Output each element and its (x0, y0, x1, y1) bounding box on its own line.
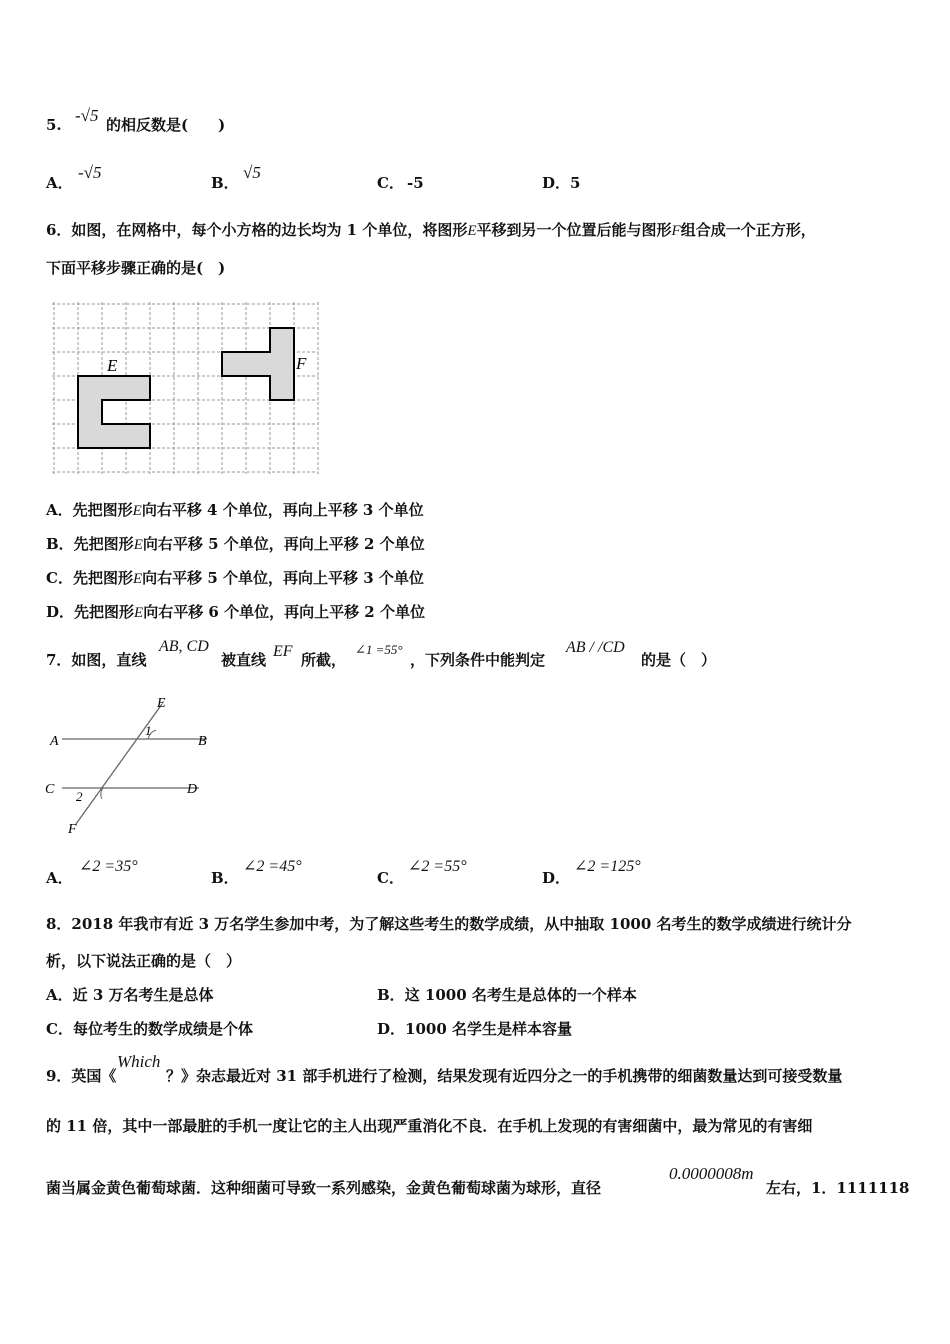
label-f: F (68, 822, 77, 836)
q6-option-c-var: E (132, 571, 143, 587)
q8-option-c-text: 每位考生的数学成绩是个体 (72, 1020, 253, 1038)
q9-stem-part4: 左右，1．1111118 (766, 1179, 910, 1197)
q5-number: 5. (46, 116, 62, 134)
q7-parallel-lines-figure (44, 690, 214, 836)
label-f: F (296, 354, 307, 373)
q7-option-b-label: B． (211, 869, 239, 887)
q8-option-b (377, 985, 637, 1005)
q6-option-b-var: E (133, 537, 143, 553)
q6-stem-part1: 6．如图，在网格中，每个小方格的边长均为 1 个单位，将图形 (46, 221, 468, 239)
q6-option-b (46, 534, 425, 555)
q6-option-a-text: 向右平移 4 个单位，再向上平移 3 个单位 (141, 501, 424, 519)
q7-stem-part4: ，下列条件中能判定 (410, 651, 546, 669)
q8-option-c-label: C． (46, 1020, 73, 1038)
shape-f (222, 328, 294, 400)
q7-option-a-label: A． (46, 869, 73, 887)
q6-option-a-var: E (132, 503, 142, 519)
q6-option-d-label: D．先把图形 (46, 603, 135, 621)
label-e: E (107, 356, 118, 375)
q7-stem-part2: 被直线 (221, 651, 267, 669)
q9-stem-part1: 9．英国《 (46, 1067, 117, 1085)
q6-option-c (46, 568, 424, 589)
q9-math-diameter: 0.0000008m (669, 1164, 754, 1183)
q7-option-d-text: ∠2 =125° (574, 858, 641, 875)
q5-option-a-text: -√5 (78, 163, 102, 182)
q7-stem-part1: 7．如图，直线 (46, 651, 147, 669)
q6-option-d-text: 向右平移 6 个单位，再向上平移 2 个单位 (143, 603, 425, 621)
q6-option-d-var: E (134, 605, 144, 621)
q5-option-b-text: √5 (243, 163, 261, 182)
q7-option-b-text: ∠2 =45° (243, 858, 302, 875)
label-2: 2 (76, 789, 83, 804)
shape-e (78, 376, 150, 448)
q7-math-angle1: ∠1 =55° (355, 642, 403, 657)
q6-option-b-text: 向右平移 5 个单位，再向上平移 2 个单位 (142, 535, 425, 553)
label-1: 1 (145, 723, 152, 738)
q9-stem-part2: ？》杂志最近对 31 部手机进行了检测，结果发现有近四分之一的手机携带的细菌数量达到可接受数量 (166, 1067, 843, 1085)
q5-expression: -√5 (75, 106, 99, 125)
q9-stem-line2: 的 11 倍，其中一部最脏的手机一度让它的主人出现严重消化不良．在手机上发现的有害细菌中，最为常见的有害细 (46, 1117, 813, 1135)
q6-option-b-label: B．先把图形 (46, 535, 134, 553)
q7-math-ab-parallel-cd: AB / /CD (566, 639, 625, 656)
q8-option-a-label: A． (46, 986, 73, 1004)
label-e: E (157, 696, 166, 711)
q7-option-c-text: ∠2 =55° (408, 858, 467, 875)
q5-option-d-text: 5 (570, 174, 581, 192)
q7-option-d-label: D． (542, 869, 571, 887)
q9-math-which: Which (117, 1052, 161, 1071)
q6-option-a (46, 500, 424, 521)
q6-var-e: E (467, 223, 477, 239)
q7-option-a-text: ∠2 =35° (79, 858, 138, 875)
q8-option-d-label: D． (377, 1020, 406, 1038)
q8-option-a (46, 985, 214, 1005)
q8-option-a-text: 近 3 万名考生是总体 (72, 986, 214, 1004)
q5-option-c-label: C． (377, 174, 404, 192)
label-d: D (187, 782, 198, 797)
q6-option-c-text: 向右平移 5 个单位，再向上平移 3 个单位 (142, 569, 424, 587)
q6-stem-line2: 下面平移步骤正确的是( ) (46, 259, 226, 277)
q5-option-b-label: B． (211, 174, 239, 192)
label-b: B (198, 734, 207, 749)
q8-option-d-text: 1000 名学生是样本容量 (405, 1020, 572, 1038)
q7-math-ef: EF (273, 643, 293, 660)
q7-math-ab-cd: AB, CD (159, 638, 209, 655)
q8-option-b-text: 这 1000 名考生是总体的一个样本 (404, 986, 637, 1004)
q5-option-a-label: A． (46, 174, 73, 192)
q8-option-d (377, 1019, 572, 1039)
q5-option-c-text: -5 (407, 174, 424, 192)
q6-stem-line1 (46, 220, 816, 241)
label-c: C (45, 782, 55, 797)
q6-stem-part3: 组合成一个正方形， (680, 221, 816, 239)
q8-option-c (46, 1019, 253, 1039)
line-ef (76, 704, 162, 824)
q6-option-a-label: A．先把图形 (46, 501, 133, 519)
q5-stem: 的相反数是( ) (106, 116, 226, 134)
label-a: A (50, 734, 59, 749)
q6-grid-figure (50, 300, 322, 476)
q6-option-d (46, 602, 425, 623)
q9-stem-part3: 菌当属金黄色葡萄球菌．这种细菌可导致一系列感染，金黄色葡萄球菌为球形，直径 (46, 1179, 602, 1197)
q7-stem-part5: 的是（ ） (641, 651, 717, 669)
q5-option-d-label: D． (542, 174, 571, 192)
q7-option-c-label: C． (377, 869, 404, 887)
q8-option-b-label: B． (377, 986, 405, 1004)
q7-stem-part3: 所截， (301, 651, 347, 669)
q8-stem-line2: 析，以下说法正确的是（ ） (46, 952, 242, 970)
q6-stem-part2: 平移到另一个位置后能与图形 (476, 221, 672, 239)
q8-stem-line1: 8．2018 年我市有近 3 万名学生参加中考，为了解这些考生的数学成绩，从中抽取 1000 名考生的数学成绩进行统计分 (46, 915, 852, 933)
q6-option-c-label: C．先把图形 (46, 569, 133, 587)
q6-var-f: F (671, 223, 681, 239)
